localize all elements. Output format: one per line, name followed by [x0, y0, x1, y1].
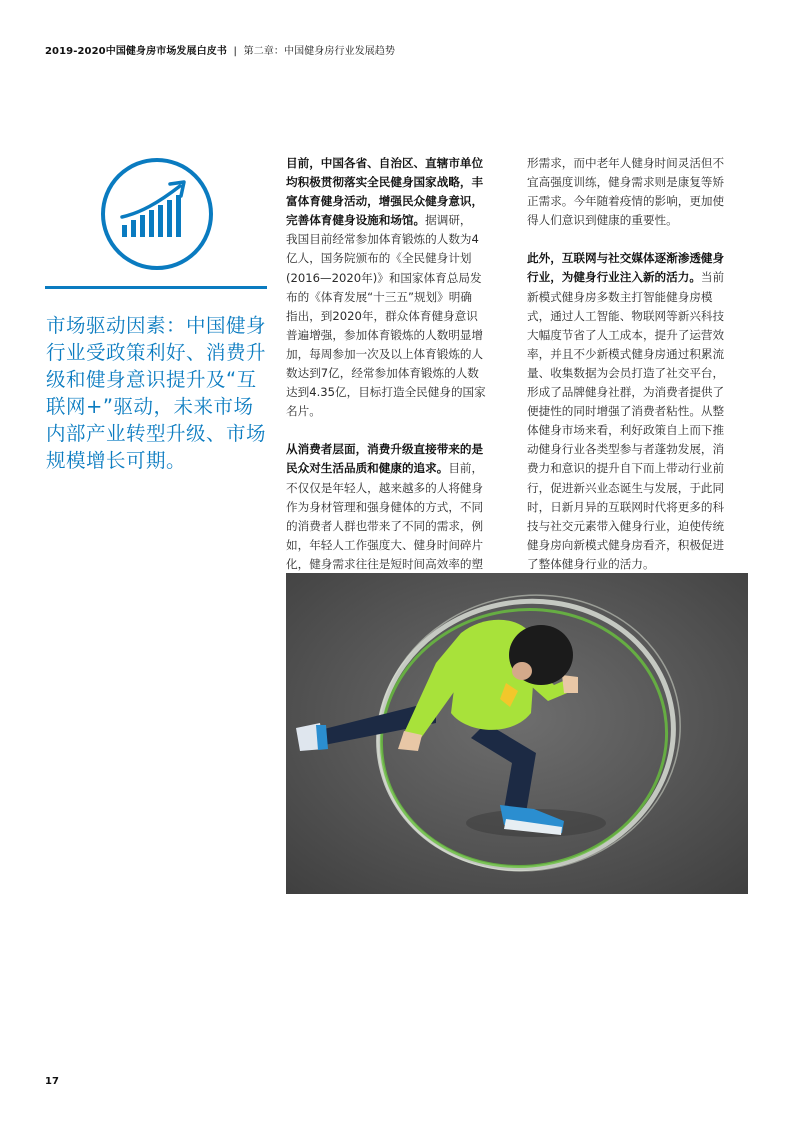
body-line: 如，年轻人工作强度大、健身时间碎片 — [286, 537, 484, 552]
body-line: 宜高强度训练，健身需求则是康复等矫 — [527, 175, 725, 190]
body-line: 体健身市场来看，利好政策自上而下推 — [527, 423, 725, 438]
pull-quote-line: 规模增长可期。 — [46, 449, 187, 472]
body-line: 化，健身需求往往是短时间高效率的塑 — [286, 556, 484, 571]
bold-lead: 目前，中国各省、自治区、直辖市单位 — [286, 156, 484, 170]
body-line: (2016—2020年)》和国家体育总局发 — [286, 270, 482, 285]
body-line: 作为身材管理和强身健体的方式，不同 — [286, 499, 484, 514]
body-line: 正需求。今年随着疫情的影响，更加使 — [527, 194, 725, 209]
body-line: 行，促进新兴业态诞生与发展，于此同 — [527, 480, 725, 495]
body-text: 当前 — [700, 270, 725, 285]
runner-photo — [286, 573, 748, 894]
body-text: 据调研， — [425, 213, 472, 228]
body-line: 技与社交元素带入健身行业，迫使传统 — [527, 518, 725, 533]
body-line: 普遍增强，参加体育锻炼的人数明显增 — [286, 327, 484, 342]
body-line: 了整体健身行业的活力。 — [527, 556, 655, 571]
bold-lead: 均积极贯彻落实全民健身国家战略，丰 — [286, 175, 484, 190]
body-line: 加，每周参加一次及以上体育锻炼的人 — [286, 346, 484, 361]
bold-lead: 从消费者层面，消费升级直接带来的是 — [286, 442, 484, 457]
body-line: 布的《体育发展“十三五”规划》明确 — [286, 289, 472, 304]
header-title: 2019-2020中国健身房市场发展白皮书 — [45, 46, 227, 57]
pull-quote — [46, 312, 267, 474]
header-separator: | — [233, 46, 237, 57]
growth-chart-icon — [100, 157, 214, 271]
body-line: 不仅仅是年轻人，越来越多的人将健身 — [286, 480, 484, 495]
body-column-2 — [527, 154, 747, 574]
body-line: 名片。 — [286, 404, 321, 419]
pull-quote-rule — [45, 286, 267, 289]
body-line: 新模式健身房多数主打智能健身房模 — [527, 289, 713, 304]
body-line: 大幅度节省了人工成本，提升了运营效 — [527, 327, 725, 342]
bold-lead: 此外，互联网与社交媒体逐渐渗透健身 — [527, 251, 725, 266]
pull-quote-line: 联网+”驱动，未来市场 — [46, 395, 254, 418]
page-number: 17 — [45, 1076, 59, 1087]
body-line: 数达到7亿，经常参加体育锻炼的人数 — [286, 366, 479, 381]
pull-quote-line: 市场驱动因素：中国健身 — [46, 314, 267, 337]
body-line: 亿人，国务院颁布的《全民健身计划 — [286, 251, 472, 266]
body-column-1 — [286, 154, 506, 574]
bold-lead: 完善体育健身设施和场馆。 — [286, 213, 426, 228]
body-line: 式，通过人工智能、物联网等新兴科技 — [527, 308, 725, 323]
bold-lead: 民众对生活品质和健康的追求。 — [286, 461, 449, 476]
body-text: 目前， — [448, 461, 484, 476]
body-line: 时，日新月异的互联网时代将更多的科 — [527, 499, 725, 514]
body-line: 形成了品牌健身社群，为消费者提供了 — [527, 385, 725, 400]
body-line: 便捷性的同时增强了消费者粘性。从整 — [527, 404, 725, 419]
body-line: 形需求，而中老年人健身时间灵活但不 — [527, 156, 725, 170]
bold-lead: 行业，为健身行业注入新的活力。 — [527, 270, 701, 285]
body-line: 动健身行业各类型参与者蓬勃发展，消 — [527, 442, 725, 457]
body-line: 率，并且不少新模式健身房通过积累流 — [527, 346, 725, 361]
page-header — [45, 42, 395, 57]
body-line: 费力和意识的提升自下而上带动行业前 — [527, 461, 725, 476]
pull-quote-line: 内部产业转型升级、市场 — [46, 422, 267, 445]
body-line: 得人们意识到健康的重要性。 — [527, 213, 678, 228]
bold-lead: 富体育健身活动，增强民众健身意识， — [286, 194, 484, 209]
body-line: 达到4.35亿，目标打造全民健身的国家 — [286, 385, 486, 400]
header-chapter: 第二章：中国健身房行业发展趋势 — [243, 46, 396, 57]
body-line: 我国目前经常参加体育锻炼的人数为4 — [286, 232, 479, 247]
body-line: 量、收集数据为会员打造了社交平台， — [527, 365, 725, 380]
body-line: 健身房向新模式健身房看齐，积极促进 — [527, 537, 725, 552]
pull-quote-line: 行业受政策利好、消费升 — [46, 341, 267, 364]
body-line: 的消费者人群也带来了不同的需求，例 — [286, 518, 484, 533]
body-line: 指出，到2020年，群众体育健身意识 — [286, 308, 478, 323]
pull-quote-line: 级和健身意识提升及“互 — [46, 368, 257, 391]
